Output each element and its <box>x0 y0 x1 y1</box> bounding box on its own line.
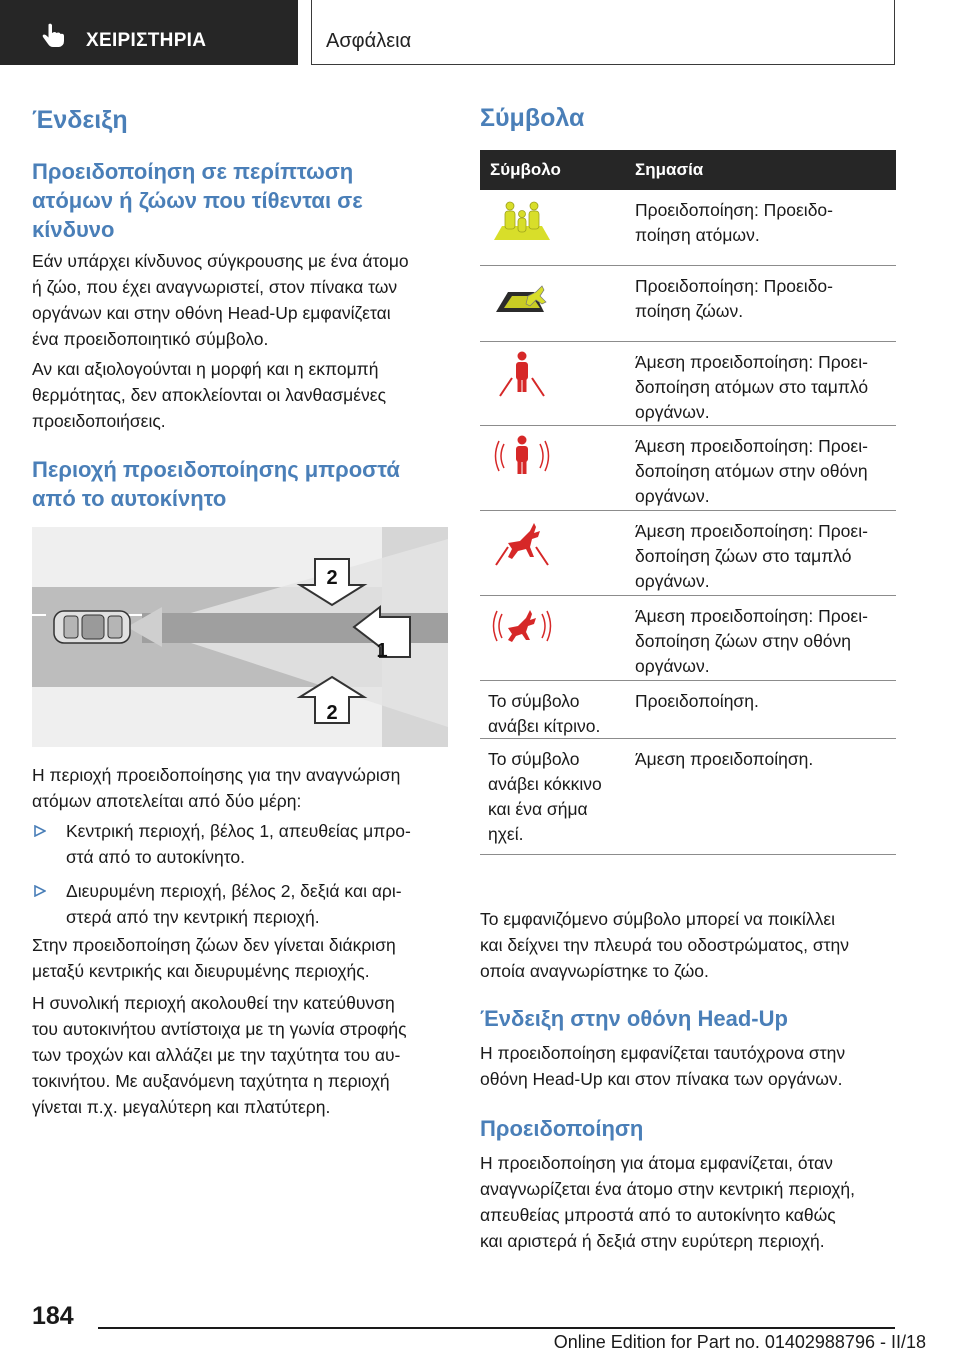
footer-divider <box>98 1327 895 1329</box>
animal-warning-icon <box>490 272 554 324</box>
table-row <box>480 426 896 511</box>
svg-text:2: 2 <box>326 567 338 589</box>
breadcrumb-box <box>311 0 895 65</box>
footer-edition: Online Edition for Part no. 01402988796 - II/18 <box>553 1332 926 1352</box>
meaning-cell: Άμεση προειδοποίηση: Προει- δοποίηση ζώων στο ταμπλό οργάνων. <box>635 521 868 591</box>
table-row <box>480 511 896 596</box>
meaning-cell: Προειδοποίηση: Προειδο- ποίηση ατόμων. <box>635 200 833 245</box>
meaning-cell: Άμεση προειδοποίηση: Προει- δοποίηση ζώων στην οθόνη οργάνων. <box>635 606 868 676</box>
paragraph-warning-intro: Εάν υπάρχει κίνδυνος σύγκρουσης με ένα άτομο ή ζώο, που έχει αναγνωριστεί, στον πίνακα των οργάνων και στην οθόνη Head-Up εμφανίζεται ένα προειδοποιητικό σύμβολο. <box>32 251 409 349</box>
animal-acute-cluster-icon <box>490 517 554 569</box>
pedestrian-acute-cluster-icon <box>490 348 554 400</box>
col-header-symbol: Σύμβολο <box>490 160 561 179</box>
table-header <box>480 150 896 190</box>
symbol-text-cell: Το σύμβολο ανάβει κόκκινο και ένα σήμα ηχεί. <box>488 749 602 844</box>
heading-hud-indication: Ένδειξη στην οθόνη Head-Up <box>480 1006 788 1031</box>
list-item: Κεντρική περιοχή, βέλος 1, απευθείας μπρο- στά από το αυτοκίνητο. <box>32 818 452 870</box>
pedestrian-acute-hud-icon <box>490 432 554 484</box>
header-section-tab[interactable] <box>0 0 298 65</box>
breadcrumb[interactable]: Ασφάλεια <box>326 30 412 52</box>
section-title: ΧΕΙΡΙΣΤΗΡΙΑ <box>86 30 207 51</box>
table-row <box>480 190 896 266</box>
meaning-cell: Άμεση προειδοποίηση: Προει- δοποίηση ατόμων στην οθόνη οργάνων. <box>635 436 868 506</box>
symbol-text-cell: Το σύμβολο ανάβει κίτρινο. <box>488 691 601 736</box>
meaning-cell: Προειδοποίηση: Προειδο- ποίηση ζώων. <box>635 276 833 321</box>
table-row <box>480 596 896 681</box>
list-item: Διευρυμένη περιοχή, βέλος 2, δεξιά και αρι- στερά από την κεντρική περιοχή. <box>32 878 452 930</box>
paragraph-total-area: Η συνολική περιοχή ακολουθεί την κατεύθυνση του αυτοκινήτου αντίστοιχα με τη γωνία στροφής των τροχών και αλλάζει με την ταχύτητα του αυ- τοκινήτου. Με αυξανόμενη ταχύτητα η περιοχή γίνεται π.χ. μεγαλύτερη και πλατύτερη. <box>32 993 407 1117</box>
heading-indication: Ένδειξη <box>32 106 128 134</box>
svg-text:1: 1 <box>376 640 388 662</box>
table-row <box>480 681 896 739</box>
paragraph-false-warnings: Αν και αξιολογούνται η μορφή και η εκπομπή θερμότητας, δεν αποκλείονται οι λανθασμένες προειδοποιήσεις. <box>32 359 387 431</box>
car-top-view <box>54 611 130 643</box>
meaning-cell: Άμεση προειδοποίηση. <box>635 749 814 769</box>
subheading-warning: Προειδοποίηση <box>480 1116 644 1141</box>
col-header-meaning: Σημασία <box>635 160 704 179</box>
pedestrians-warning-icon <box>490 196 554 248</box>
hand-pointer-icon <box>40 22 66 48</box>
table-row <box>480 739 896 855</box>
paragraph-hud: Η προειδοποίηση εμφανίζεται ταυτόχρονα στην οθόνη Head-Up και στον πίνακα των οργάνων. <box>480 1043 846 1089</box>
paragraph-symbol-varies: Το εμφανιζόμενο σύμβολο μπορεί να ποικίλλει και δείχνει την πλευρά του οδοστρώματος, στην οποία αναγνωρίστηκε το ζώο. <box>480 909 850 981</box>
bullet-triangle-icon <box>34 825 46 837</box>
table-row <box>480 342 896 426</box>
symbols-table <box>480 150 896 855</box>
meaning-cell: Προειδοποίηση. <box>635 691 759 711</box>
warning-area-diagram <box>32 527 448 747</box>
table-row <box>480 266 896 342</box>
subheading-warning-danger: Προειδοποίηση σε περίπτωση ατόμων ή ζώων που τίθενται σε κίνδυνο <box>32 159 363 242</box>
heading-symbols: Σύμβολα <box>480 104 585 132</box>
meaning-cell: Άμεση προειδοποίηση: Προει- δοποίηση ατόμων στο ταμπλό οργάνων. <box>635 352 869 422</box>
paragraph-person-warning: Η προειδοποίηση για άτομα εμφανίζεται, όταν αναγνωρίζεται ένα άτομο στην κεντρική περιοχή, απευθείας μπροστά από το αυτοκίνητο καθώς και αριστερά ή δεξιά στην ευρύτερη περιοχή. <box>480 1153 855 1251</box>
paragraph-animal-area: Στην προειδοποίηση ζώων δεν γίνεται διάκριση μεταξύ κεντρικής και διευρυμένης περιοχής. <box>32 935 396 981</box>
page-number: 184 <box>32 1302 74 1330</box>
svg-text:2: 2 <box>326 702 338 724</box>
animal-acute-hud-icon <box>490 602 554 654</box>
subheading-warning-area: Περιοχή προειδοποίησης μπροστά από το αυτοκίνητο <box>32 457 400 511</box>
bullet-triangle-icon <box>34 885 46 897</box>
paragraph-area-parts: Η περιοχή προειδοποίησης για την αναγνώριση ατόμων αποτελείται από δύο μέρη: <box>32 765 401 811</box>
